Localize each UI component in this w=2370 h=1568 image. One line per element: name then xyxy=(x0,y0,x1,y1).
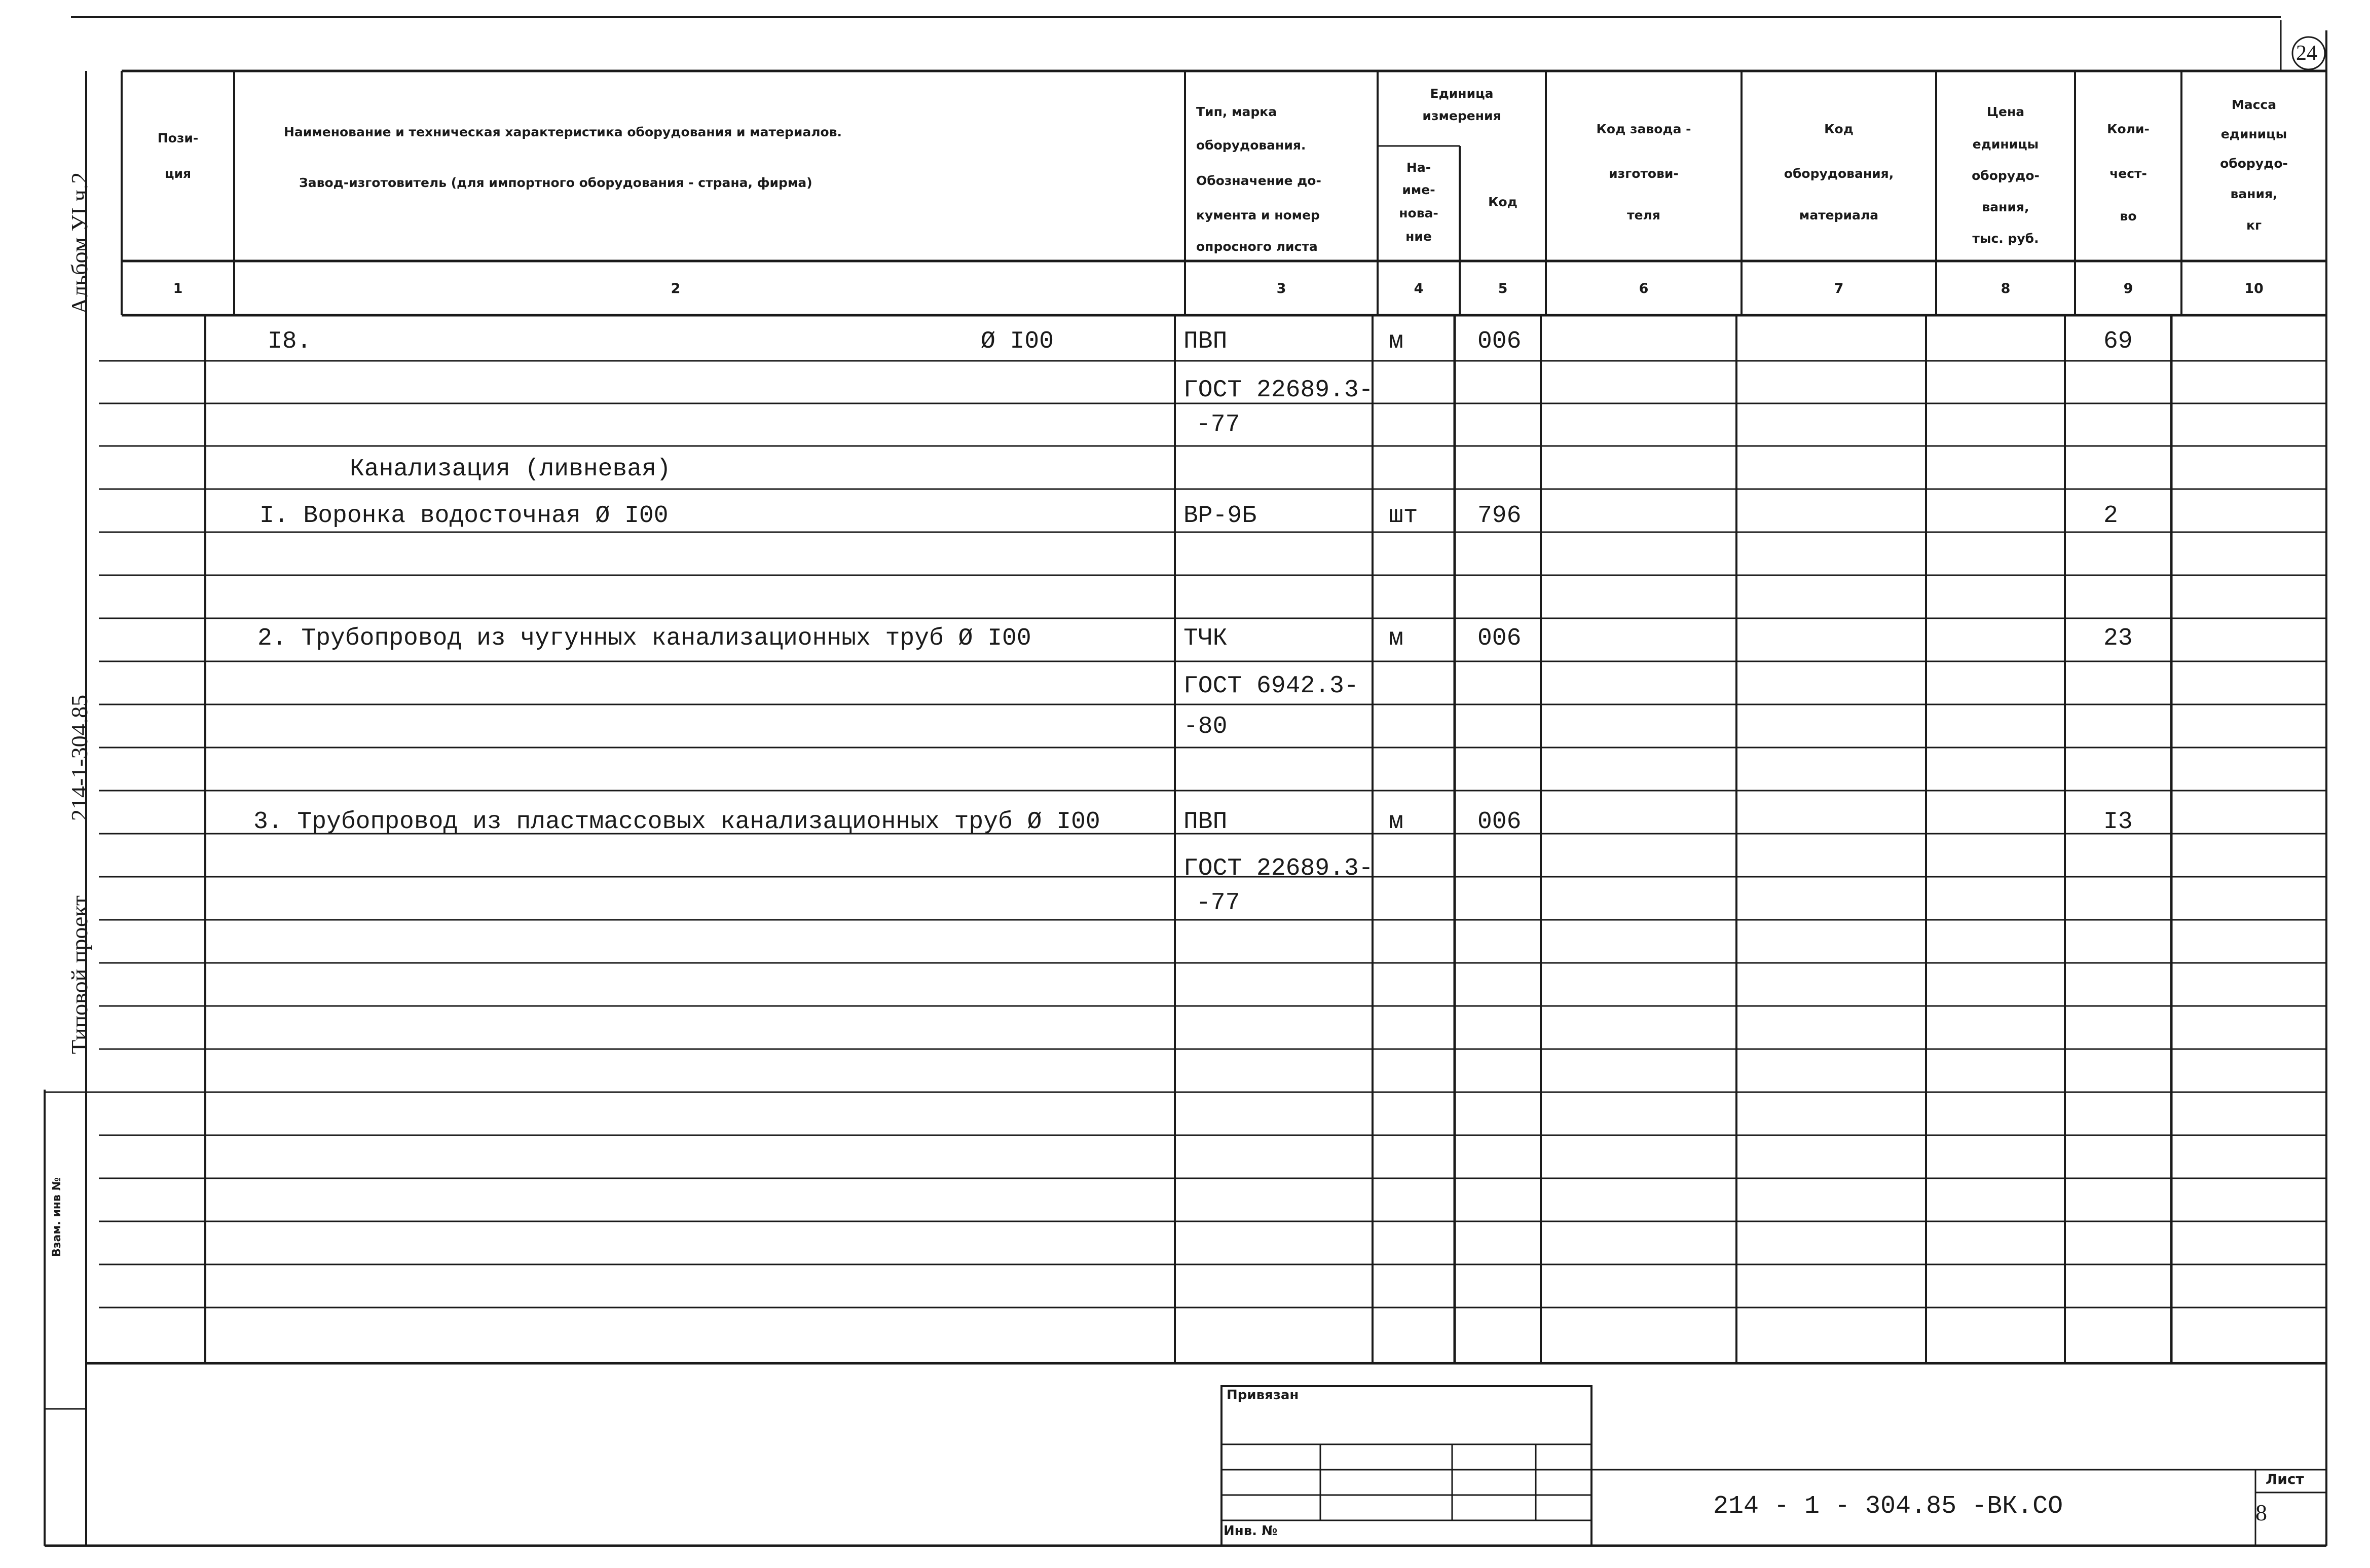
row-name: 2. Трубопровод из чугунных канализационных труб Ø I00 xyxy=(257,625,1031,652)
header-col5: Код xyxy=(1488,195,1517,209)
row-unit-code: 796 xyxy=(1477,502,1522,530)
column-number-2: 2 xyxy=(671,281,681,296)
row-unit-code: 006 xyxy=(1477,808,1522,836)
row-qty: 23 xyxy=(2103,625,2133,652)
row-unit: м xyxy=(1389,328,1403,355)
row-type-line: ПВП xyxy=(1183,328,1228,355)
row-type-line: -80 xyxy=(1183,713,1228,740)
row-name: I. Воронка водосточная Ø I00 xyxy=(260,502,669,530)
row-type-line: ПВП xyxy=(1183,808,1228,836)
row-type-line: ГОСТ 22689.3- xyxy=(1183,855,1374,882)
row-name: I8. xyxy=(268,328,312,355)
row-type-line: ТЧК xyxy=(1183,625,1228,652)
stamp-inv-label: Инв. № xyxy=(1224,1523,1278,1539)
document-code: 214 - 1 - 304.85 -ВК.СО xyxy=(1713,1492,2063,1521)
column-number-9: 9 xyxy=(2123,281,2133,296)
header-col10-line5: кг xyxy=(2246,218,2262,233)
header-col3-line3: Обозначение до- xyxy=(1196,173,1321,188)
row-diameter: Ø I00 xyxy=(981,328,1054,355)
header-col3-line4: кумента и номер xyxy=(1196,208,1320,222)
header-col8-line3: оборудо- xyxy=(1972,168,2040,183)
column-number-4: 4 xyxy=(1414,281,1424,296)
header-unit-group-line2: измерения xyxy=(1422,108,1501,123)
row-unit-code: 006 xyxy=(1477,328,1522,355)
header-col10-line1: Масса xyxy=(2231,97,2277,112)
column-number-1: 1 xyxy=(173,281,183,296)
header-col7-line2: оборудования, xyxy=(1784,166,1894,181)
header-col9-line1: Коли- xyxy=(2107,122,2150,136)
header-col7-line3: материала xyxy=(1799,208,1879,222)
column-number-10: 10 xyxy=(2244,281,2264,296)
header-col8-line5: тыс. руб. xyxy=(1972,231,2039,246)
column-number-8: 8 xyxy=(2001,281,2011,296)
header-col10-line3: оборудо- xyxy=(2220,156,2288,171)
row-qty: 2 xyxy=(2103,502,2118,530)
page-number: 24 xyxy=(2296,42,2317,65)
project-code-side: 214-1-304.85 xyxy=(66,694,92,821)
section-title: Канализация (ливневая) xyxy=(350,456,671,483)
row-unit: шт xyxy=(1389,502,1418,530)
row-unit: м xyxy=(1389,808,1403,836)
row-unit: м xyxy=(1389,625,1403,652)
row-type-line: ВР-9Б xyxy=(1183,502,1257,530)
header-col3-line2: оборудования. xyxy=(1196,138,1306,153)
header-col8-line1: Цена xyxy=(1986,104,2025,119)
sheet-label: Лист xyxy=(2266,1471,2304,1487)
header-col10-line2: единицы xyxy=(2220,127,2287,141)
row-name: 3. Трубопровод из пластмассовых канализационных труб Ø I00 xyxy=(253,808,1100,836)
header-col4-line2: име- xyxy=(1402,182,1435,197)
header-col3-line1: Тип, марка xyxy=(1196,104,1277,119)
header-col4-line3: нова- xyxy=(1399,206,1438,220)
header-col6-line1: Код завода - xyxy=(1596,122,1691,136)
stamp-bound-label: Привязан xyxy=(1227,1388,1299,1403)
row-qty: I3 xyxy=(2103,808,2133,836)
row-type-line: -77 xyxy=(1196,411,1240,438)
header-col4-line1: На- xyxy=(1406,160,1431,175)
header-unit-group-line1: Единица xyxy=(1430,86,1494,101)
column-number-7: 7 xyxy=(1834,281,1844,296)
header-col2-line1: Наименование и техническая характеристика оборудования и материалов. xyxy=(284,125,842,139)
header-col6-line3: теля xyxy=(1627,208,1660,222)
row-unit-code: 006 xyxy=(1477,625,1522,652)
header-col4-line4: ние xyxy=(1405,229,1432,244)
header-col10-line4: вания, xyxy=(2230,186,2278,201)
row-type-line: -77 xyxy=(1196,889,1240,917)
header-col1-line2: ция xyxy=(164,166,192,181)
header-col2-line2: Завод-изготовитель (для импортного оборудования - страна, фирма) xyxy=(299,175,812,190)
header-col9-line3: во xyxy=(2120,209,2137,223)
row-qty: 69 xyxy=(2103,328,2133,355)
header-col3-line5: опросного листа xyxy=(1196,239,1318,254)
column-number-5: 5 xyxy=(1498,281,1508,296)
project-type-side: Типовой проект xyxy=(66,895,92,1054)
header-col7-line1: Код xyxy=(1824,122,1854,136)
header-col8-line2: единицы xyxy=(1972,137,2039,152)
sheet-number: 8 xyxy=(2255,1500,2267,1525)
header-col9-line2: чест- xyxy=(2109,166,2147,181)
row-type-line: ГОСТ 22689.3- xyxy=(1183,377,1374,404)
header-col8-line4: вания, xyxy=(1982,200,2029,214)
row-type-line: ГОСТ 6942.3- xyxy=(1183,673,1359,700)
header-col1-line1: Пози- xyxy=(157,131,199,145)
column-number-3: 3 xyxy=(1276,281,1286,296)
column-number-6: 6 xyxy=(1639,281,1649,296)
header-col6-line2: изготови- xyxy=(1609,166,1679,181)
album-label: Альбом УI ч.2 xyxy=(66,172,92,314)
inv-label-side: Взам. инв № xyxy=(51,1177,63,1257)
